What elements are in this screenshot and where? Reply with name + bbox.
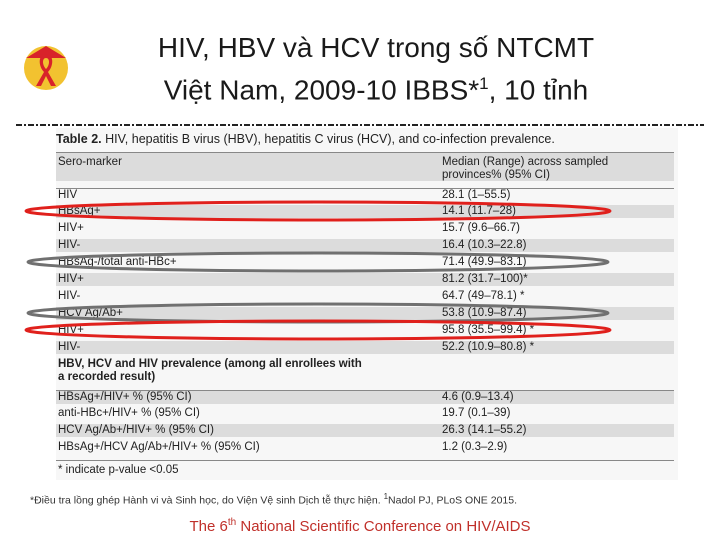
table-row: HBsAg+/HIV+ % (95% CI) 4.6 (0.9–13.4) (56, 390, 674, 404)
table-caption: Table 2. HIV, hepatitis B virus (HBV), hepatitis C virus (HCV), and co-infection prevalence. (56, 132, 555, 146)
prevalence-table (56, 128, 678, 480)
table-row: HIV- 64.7 (49–78.1) * (58, 290, 525, 302)
table-row: HBsAg+/HCV Ag/Ab+/HIV+ % (95% CI) 1.2 (0.3–2.9) (58, 441, 508, 453)
section-title: HBV, HCV and HIV prevalence (among all enrollees with a recorded result) (58, 358, 362, 383)
table-row: HIV- 52.2 (10.9–80.8) * (56, 341, 674, 354)
footnote: *Điều tra lồng ghép Hành vi và Sinh học, do Viện Vệ sinh Dịch tễ thực hiện. $^1$Nadol PJ, PLoS ONE 2015. (30, 492, 518, 507)
table-row: HIV+ 81.2 (31.7–100)* (56, 273, 674, 286)
title-line-1: HIV, HBV và HCV trong số NTCMT (157, 32, 595, 63)
table-row: HCV Ag/Ab+/HIV+ % (95% CI) 26.3 (14.1–55.2) (56, 424, 674, 437)
table-row: HCV Ag/Ab+ 53.8 (10.9–87.4) (56, 307, 674, 320)
table-row: anti-HBc+/HIV+ % (95% CI) 19.7 (0.1–39) (58, 407, 511, 419)
table-note: * indicate p-value <0.05 (56, 460, 674, 477)
header-col-median: Median (Range) across sampled provinces% (95% CI) (442, 156, 609, 181)
table-row: HBsAg+ 14.1 (11.7–28) (56, 205, 674, 218)
red-ribbon-logo-icon (20, 40, 72, 92)
table-row: HIV+ 15.7 (9.6–66.7) (58, 222, 521, 234)
title-line-2: Việt Nam, 2009-10 IBBS*$^1$, 10 tỉnh (163, 74, 589, 106)
slide-title (96, 30, 656, 108)
table-row: HIV- 16.4 (10.3–22.8) (56, 239, 674, 252)
table-header-row (56, 152, 674, 181)
table-row: HIV 28.1 (1–55.5) (56, 188, 674, 202)
header-col-sero-marker: Sero-marker (58, 156, 122, 168)
conference-name: The 6th National Scientific Conference on HIV/AIDS (189, 517, 531, 535)
table-row: HBsAg-/total anti-HBc+ 71.4 (49.9–83.1) (58, 256, 527, 268)
table-row: HIV+ 95.8 (35.5–99.4) * (58, 324, 535, 336)
